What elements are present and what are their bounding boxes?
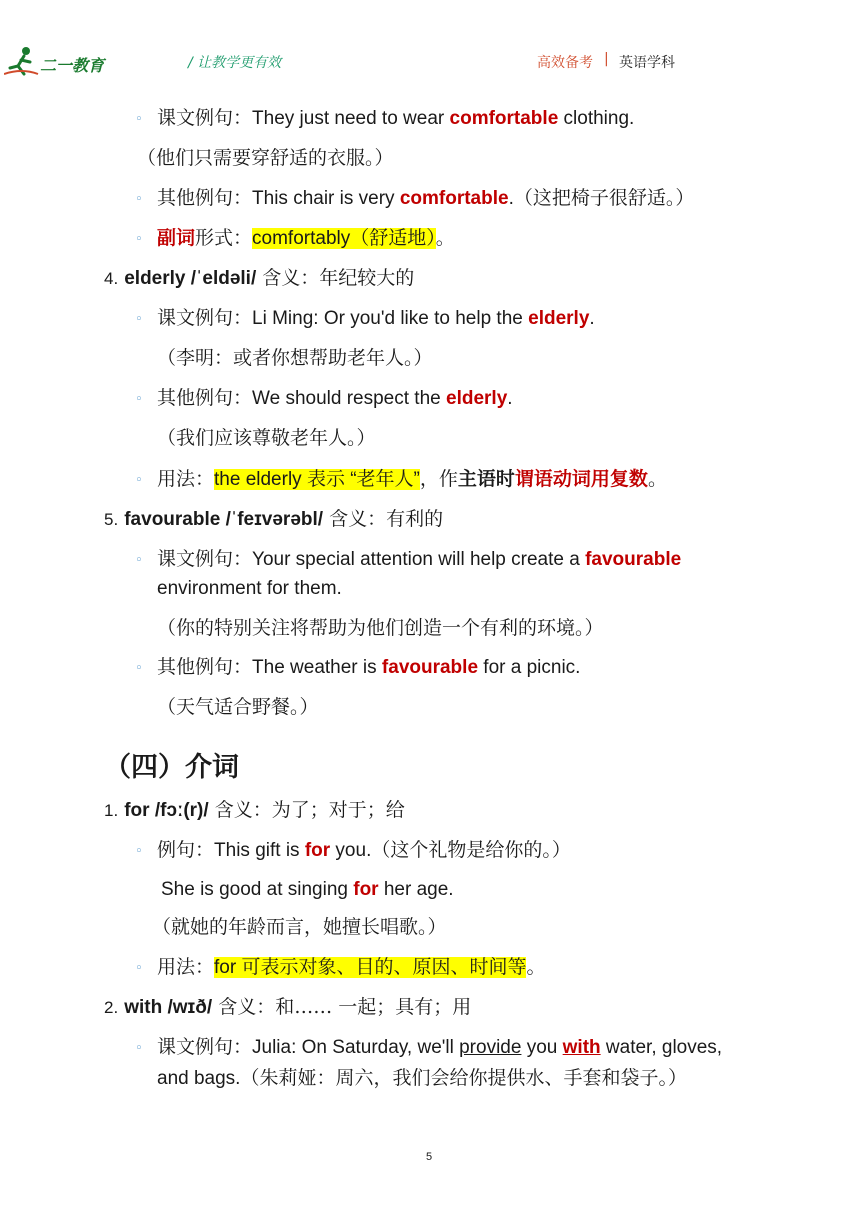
bullet-icon: ◦ [135,312,143,327]
example-sentence: 课文例句：They just need to wear comfortable clothing. [157,107,635,129]
bullet-icon: ◦ [135,1041,143,1056]
example-sentence-cont: environment for them. [157,578,342,599]
example-translation: （你的特别关注将帮助为他们创造一个有利的环境。） [157,617,604,639]
example-sentence: 课文例句：Your special attention will help create a favourable [157,548,682,570]
slogan: / 让教学更有效 [188,55,282,71]
usage-note: 用法：the elderly 表示 “老年人”，作主语时谓语动词用复数。 [157,468,667,490]
logo-text: 二一教育 [40,56,105,75]
bullet-icon: ◦ [135,192,143,207]
example-sentence: 其他例句：This chair is very comfortable.（这把椅子很舒适。） [157,187,695,209]
vocab-entry-for: 1. for /fɔː(r)/ 含义：为了；对于；给 [104,799,405,821]
bullet-icon: ◦ [135,844,143,859]
bullet-icon: ◦ [135,553,143,568]
bullet-icon: ◦ [135,112,143,127]
header-subject: 英语学科 [619,55,675,71]
header-label: 高效备考 [537,55,593,71]
example-translation: （李明：或者你想帮助老年人。） [157,347,433,369]
adverb-form: 副词形式：comfortably（舒适地）。 [157,227,455,249]
bullet-icon: ◦ [135,961,143,976]
header-separator: | [604,51,609,67]
vocab-entry-favourable: 5. favourable /ˈfeɪvərəbl/ 含义：有利的 [104,508,444,530]
example-sentence: 课文例句：Li Ming: Or you'd like to help the elderly. [157,307,595,329]
example-sentence-cont: and bags.（朱莉娅：周六，我们会给你提供水、手套和袋子。） [157,1067,687,1089]
bullet-icon: ◦ [135,392,143,407]
example-sentence: 例句：This gift is for you.（这个礼物是给你的。） [157,839,571,861]
page-number: 5 [426,1151,433,1163]
example-translation: （就她的年龄而言，她擅长唱歌。） [152,916,447,938]
section-heading: （四）介词 [104,752,239,783]
example-sentence: 课文例句：Julia: On Saturday, we'll provide you with water, gloves, [157,1036,723,1058]
example-translation: （他们只需要穿舒适的衣服。） [137,147,394,169]
usage-note: 用法：for 可表示对象、目的、原因、时间等。 [157,956,546,978]
example-sentence: She is good at singing for her age. [161,879,454,900]
vocab-entry-elderly: 4. elderly /ˈeldəli/ 含义：年纪较大的 [104,267,415,289]
bullet-icon: ◦ [135,473,143,488]
bullet-icon: ◦ [135,661,143,676]
example-translation: （我们应该尊敬老年人。） [157,427,376,449]
vocab-entry-with: 2. with /wɪð/ 含义：和…… 一起；具有；用 [104,996,472,1018]
bullet-icon: ◦ [135,232,143,247]
runner-logo-icon [4,44,40,78]
example-sentence: 其他例句：The weather is favourable for a picnic. [157,656,581,678]
example-sentence: 其他例句：We should respect the elderly. [157,387,513,409]
example-translation: （天气适合野餐。） [157,696,319,718]
